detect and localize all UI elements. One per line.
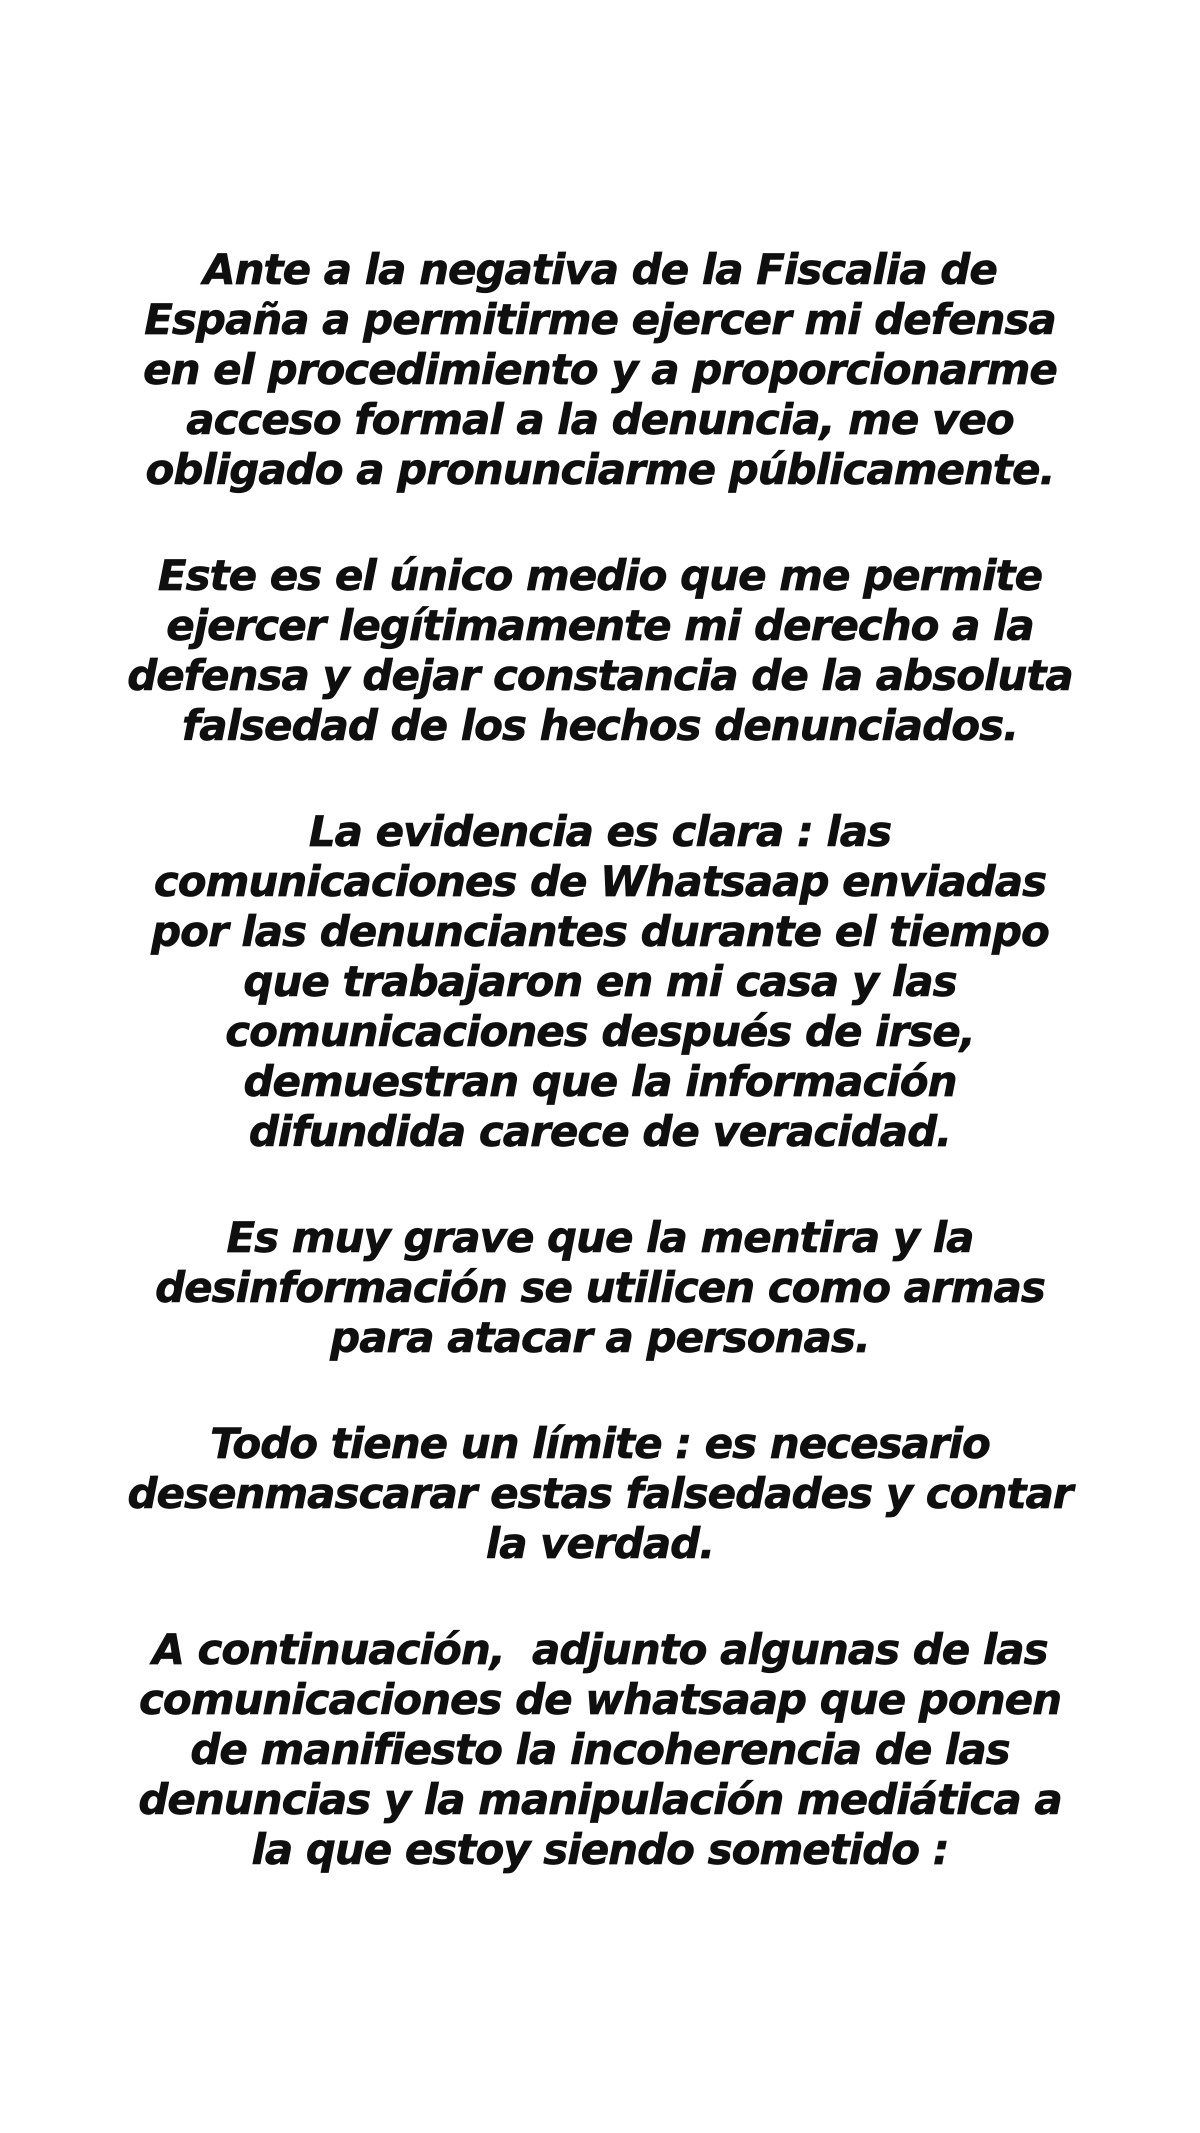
statement-line: denuncias y la manipulación mediática a xyxy=(138,1775,1062,1824)
statement-line: en el procedimiento y a proporcionarme xyxy=(143,345,1057,394)
statement-line: acceso formal a la denuncia, me veo xyxy=(186,395,1014,444)
statement-line: la verdad. xyxy=(485,1519,715,1568)
paragraph-4 xyxy=(0,1213,1200,1363)
statement-line: Todo tiene un límite : es necesario xyxy=(210,1419,990,1468)
statement-line: desenmascarar estas falsedades y contar xyxy=(127,1469,1073,1518)
statement-line: que trabajaron en mi casa y las xyxy=(243,957,957,1006)
statement-line: desinformación se utilicen como armas xyxy=(155,1263,1045,1312)
statement-line: comunicaciones de Whatsaap enviadas xyxy=(153,857,1047,906)
statement-line: de manifiesto la incoherencia de las xyxy=(190,1725,1010,1774)
paragraph-2 xyxy=(0,551,1200,751)
statement-line: defensa y dejar constancia de la absoluta xyxy=(127,651,1073,700)
statement-line: la que estoy siendo sometido : xyxy=(251,1825,949,1874)
statement-line: ejercer legítimamente mi derecho a la xyxy=(166,601,1034,650)
paragraph-1 xyxy=(0,245,1200,495)
paragraph-6 xyxy=(0,1625,1200,1875)
statement-line: falsedad de los hechos denunciados. xyxy=(181,701,1019,750)
statement-line: Es muy grave que la mentira y la xyxy=(226,1213,974,1262)
statement-line: A continuación, adjunto algunas de las xyxy=(152,1625,1048,1674)
statement-line: para atacar a personas. xyxy=(330,1313,870,1362)
statement-line: demuestran que la información xyxy=(243,1057,957,1106)
statement-line: La evidencia es clara : las xyxy=(308,807,892,856)
statement-line: comunicaciones después de irse, xyxy=(225,1007,975,1056)
statement-line: Ante a la negativa de la Fiscalia de xyxy=(203,245,997,294)
statement-line: comunicaciones de whatsaap que ponen xyxy=(138,1675,1062,1724)
paragraph-3 xyxy=(0,807,1200,1157)
paragraph-5 xyxy=(0,1419,1200,1569)
statement-line: España a permitirme ejercer mi defensa xyxy=(144,295,1056,344)
statement-line: Este es el único medio que me permite xyxy=(157,551,1043,600)
statement-line: difundida carece de veracidad. xyxy=(248,1107,952,1156)
statement-line: obligado a pronunciarme públicamente. xyxy=(145,445,1055,494)
statement-line: por las denunciantes durante el tiempo xyxy=(151,907,1049,956)
